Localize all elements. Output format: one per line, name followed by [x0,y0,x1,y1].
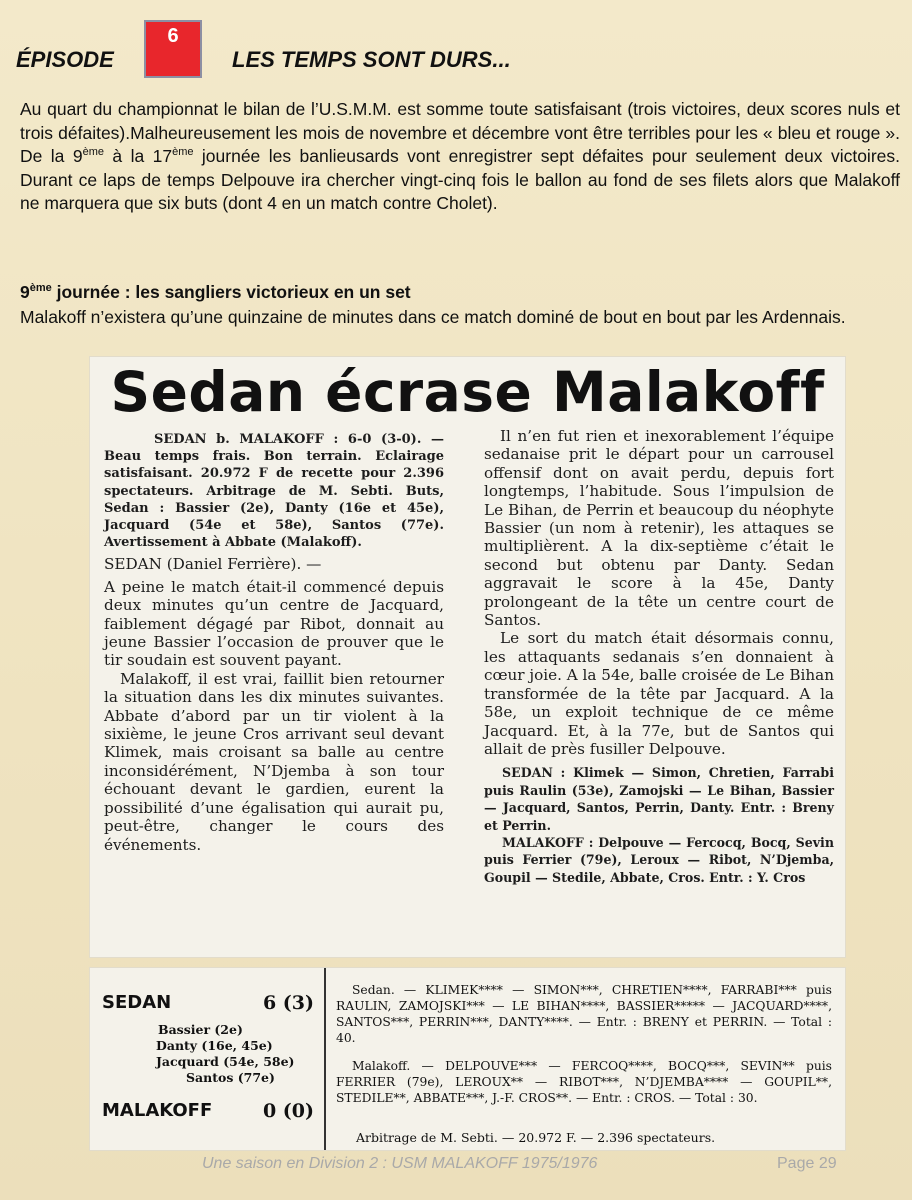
scorer: Santos (77e) [186,1070,275,1085]
article-paragraph: Il n’en fut rien et inexorablement l’équipe sedanaise prit le départ pour un carrousel offensif dont on avait perdu, depuis fort longtemps, l’habitude. Sous l’impulsion de Le Bihan, de Perrin et beaucoup du néophyte Bassier (un nom à retenir), les attaques se multiplièrent. A la dix-septième c’était le second but obtenu par Danty. Sedan aggravait le score à la 45e, Danty prolongeant de la tête un centre court de Santos. [484,427,834,630]
scorers-list [152,1022,294,1086]
section-description: Malakoff n’existera qu’une quinzaine de minutes dans ce match dominé de bout en bout par les Ardennais. [20,307,846,327]
article-column-left [104,431,444,854]
episode-number-badge: 6 [144,20,202,78]
scorer: Danty (16e, 45e) [156,1038,273,1053]
ratings-malakoff: Malakoff. — DELPOUVE*** — FERCOQ****, BOCQ***, SEVIN** puis FERRIER (79e), LEROUX** — RIBOT***, N’DJEMBA**** — GOUPIL**, STEDILE**, ABBATE***, J.-F. CROS**. — Entr. : CROS. — Total : 30. [336,1059,832,1105]
newspaper-clipping-scoreboard [90,968,845,1150]
newspaper-clipping-article [90,357,845,957]
lineup-malakoff: MALAKOFF : Delpouve — Fercocq, Bocq, Sevin puis Ferrier (79e), Leroux — Ribot, N’Djemba, Goupil — Stedile, Abbate, Cros. Entr. : Y. Cros [484,834,834,885]
episode-title: LES TEMPS SONT DURS... [232,47,511,72]
section-heading: 9ème journée : les sangliers victorieux en un set [20,282,411,302]
score-malakoff: 0 (0) [262,1100,314,1122]
article-paragraph: Malakoff, il est vrai, faillit bien retourner la situation dans les dix minutes suivantes. Abbate d’abord par un tir violent à la sixième, le jeune Cros arrivant seul devant Klimek, mais croisant sa balle au centre inconsidérément, N’Djemba à son tour échouant devant le gardien, eurent la possibilité d’une égalisation qui aurait pu, peut-être, changer le cours des événements. [104,669,444,854]
episode-header [16,25,511,80]
score-sedan: 6 (3) [262,992,314,1014]
column-divider [324,968,326,1150]
team-name-malakoff: MALAKOFF [102,1100,213,1121]
page-number: Page 29 [777,1155,837,1172]
match-summary: SEDAN b. MALAKOFF : 6-0 (3-0). — Beau temps frais. Bon terrain. Eclairage satisfaisant. 20.972 F de recette pour 2.396 spectateurs. Arbitrage de M. Sebti. Buts, Sedan : Bassier (2e), Danty (16e et 45e), Jacquard (54e et 58e), Santos (77e). Avertissement à Abbate (Malakoff). [104,432,444,551]
intro-paragraph: Au quart du championnat le bilan de l’U.S.M.M. est somme toute satisfaisant (trois victoires, deux scores nuls et trois défaites).Malheureusement les mois de novembre et décembre vont être terribles pour les « bleu et rouge ». De la 9ème à la 17ème journée les banlieusards vont enregistrer sept défaites pour seulement deux victoires. Durant ce laps de temps Delpouve ira chercher vingt-cinq fois le ballon au fond de ses filets alors que Malakoff ne marquera que six buts (dont 4 en un match contre Cholet). [20,99,900,213]
score-row-sedan [102,992,314,1014]
team-name-sedan: SEDAN [102,992,172,1013]
lineup-sedan: SEDAN : Klimek — Simon, Chretien, Farrabi puis Raulin (53e), Zamojski — Le Bihan, Bassier — Jacquard, Santos, Perrin, Danty. Entr. : Breny et Perrin. [484,765,834,833]
ratings-sedan: Sedan. — KLIMEK**** — SIMON***, CHRETIEN****, FARRABI*** puis RAULIN, ZAMOJSKI*** — LE BIHAN****, BASSIER***** — JACQUARD****, SANTOS***, PERRIN***, DANTY****. — Entr. : BRENY et PERRIN. — Total : 40. [336,983,832,1045]
clipping-headline: Sedan écrase Malakoff [110,360,825,424]
score-row-malakoff [102,1100,314,1122]
article-lead: A peine le match était-il commencé depuis deux minutes qu’un centre de Jacquard, faiblement dégagé par Ribot, donnait au jeune Bassier l’occasion de prouver que le tir soudain est souvent payant. [104,577,444,670]
scorer: Bassier (2e) [158,1022,243,1037]
footer-source: Une saison en Division 2 : USM MALAKOFF 1975/1976 [202,1155,598,1172]
article-paragraph: Le sort du match était désormais connu, les attaquants sedanais s’en donnaient à cœur joie. A la 54e, balle croisée de Le Bihan transformée de la tête par Jacquard. A la 58e, un exploit technique de ce même Jacquard. Et, à la 77e, but de Santos qui allait de près fusiller Delpouve. [484,629,834,758]
scorer: Jacquard (54e, 58e) [156,1054,295,1069]
article-column-right [484,427,834,886]
article-byline: SEDAN (Daniel Ferrière). — [104,555,322,574]
referee-info: Arbitrage de M. Sebti. — 20.972 F. — 2.396 spectateurs. [356,1130,716,1145]
episode-label: ÉPISODE [16,47,114,72]
